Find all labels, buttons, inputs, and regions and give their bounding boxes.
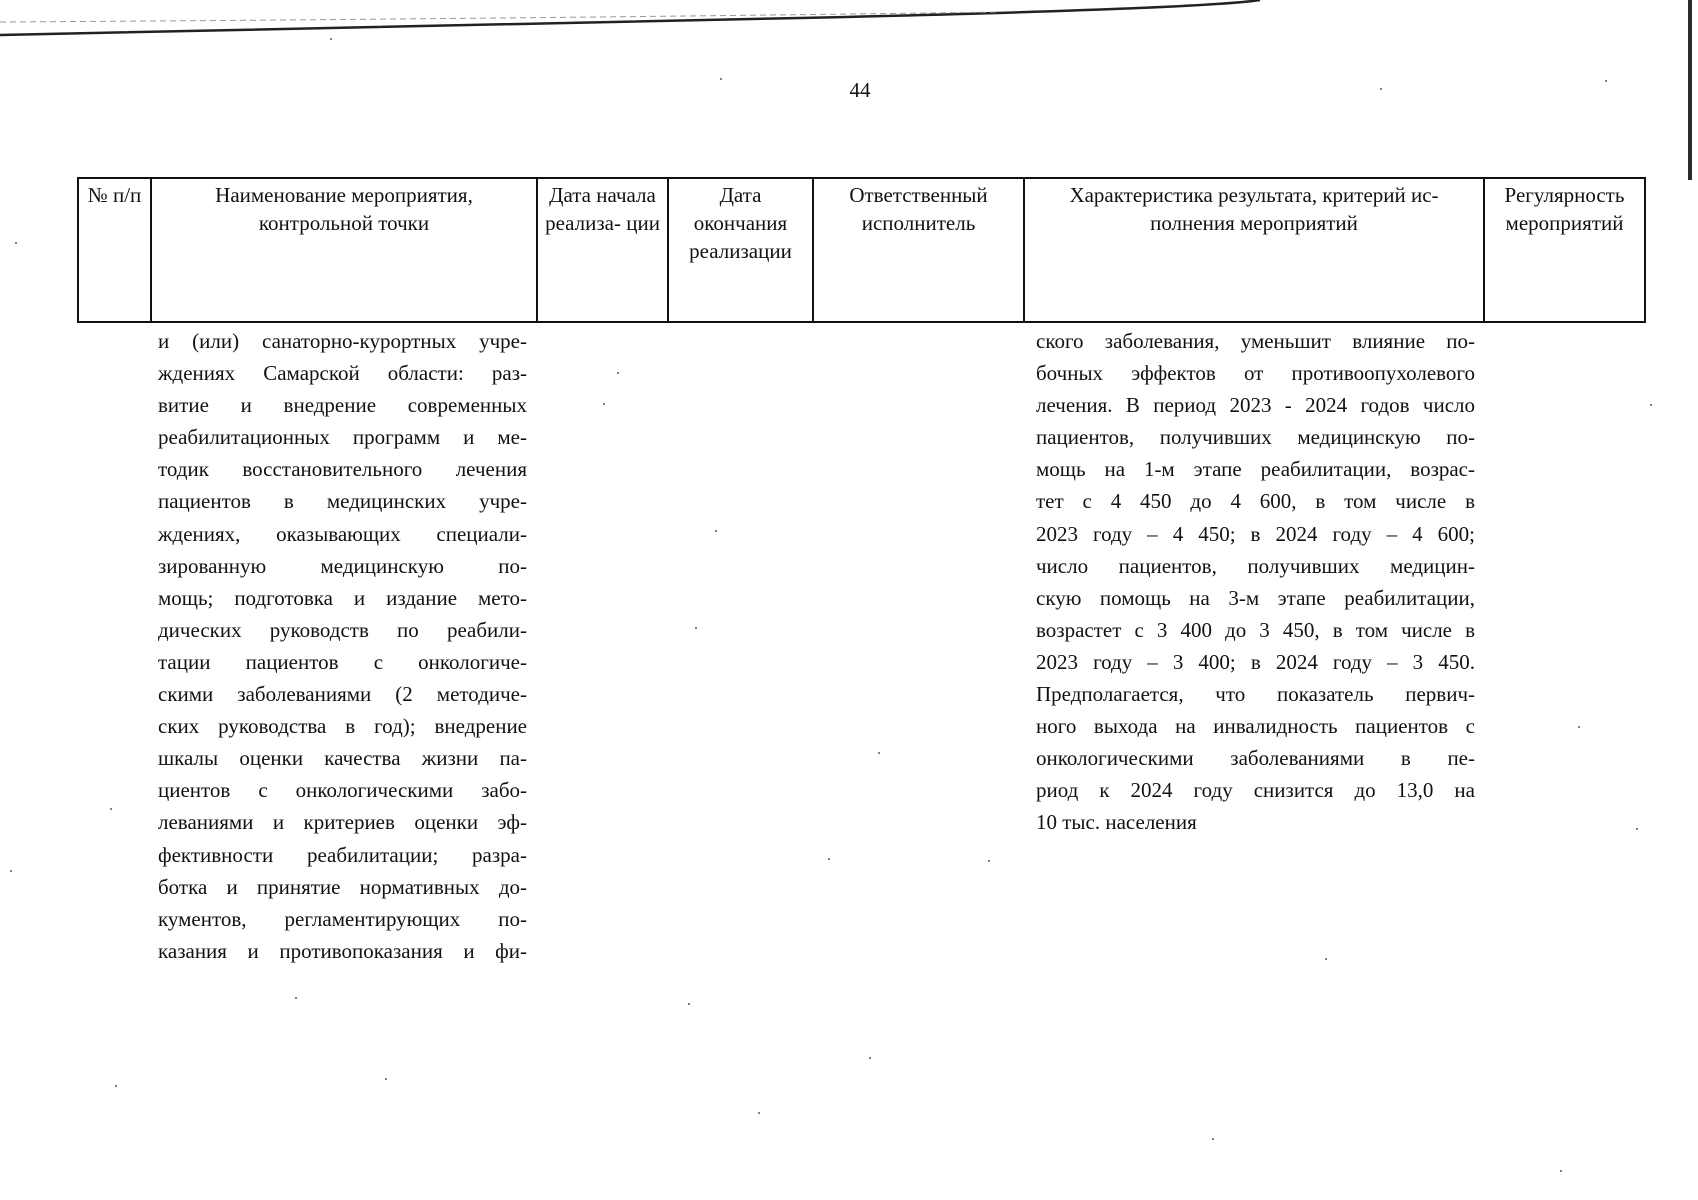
text-line: ского заболевания, уменьшит влияние по- <box>1036 329 1475 353</box>
text-line: витие и внедрение современных <box>158 393 527 418</box>
text-line: возрастет с 3 400 до 3 450, в том числе в <box>1036 617 1475 642</box>
text-line: ских руководства в год); внедрение <box>158 714 527 739</box>
scan-edge-artifact <box>0 0 1698 40</box>
scan-speck <box>1605 80 1607 82</box>
text-line: ждениях Самарской области: раз- <box>158 361 527 386</box>
column-header-start-date: Дата начала реализа- ции <box>537 178 668 322</box>
scan-speck <box>1636 828 1638 830</box>
scan-speck <box>688 1003 690 1005</box>
scan-speck <box>988 860 990 862</box>
text-line: онкологическими заболеваниями в пе- <box>1036 746 1475 771</box>
scan-speck <box>115 1085 117 1087</box>
scan-speck <box>715 530 717 532</box>
text-line: ного выхода на инвалидность пациентов с <box>1036 714 1475 739</box>
scan-speck <box>878 752 880 754</box>
scan-speck <box>1380 88 1382 90</box>
text-line: ботка и принятие нормативных до- <box>158 874 527 899</box>
text-line: 2023 году – 4 450; в 2024 году – 4 600; <box>1036 521 1475 546</box>
text-line: скими заболеваниями (2 методиче- <box>158 682 527 707</box>
scan-edge-artifact-right <box>1688 0 1692 180</box>
text-line: дических руководств по реабили- <box>158 617 527 642</box>
text-line: тет с 4 450 до 4 600, в том числе в <box>1036 489 1475 514</box>
scan-speck <box>1578 726 1580 728</box>
text-line: зированную медицинскую по- <box>158 553 527 578</box>
scan-speck <box>10 870 12 872</box>
scan-speck <box>695 627 697 629</box>
text-line: леваниями и критериев оценки эф- <box>158 810 527 835</box>
scan-speck <box>15 242 17 244</box>
text-line: казания и противопоказания и фи- <box>158 938 527 963</box>
activity-name-cell <box>158 325 527 967</box>
column-header-regularity: Регулярность мероприятий <box>1484 178 1645 322</box>
scan-speck <box>603 403 605 405</box>
text-line: Предполагается, что показатель первич- <box>1036 682 1475 707</box>
scan-speck <box>869 1057 871 1059</box>
text-line: фективности реабилитации; разра- <box>158 842 527 867</box>
scan-speck <box>295 997 297 999</box>
text-line: реабилитационных программ и ме- <box>158 425 527 450</box>
text-line: лечения. В период 2023 - 2024 годов число <box>1036 393 1475 418</box>
page-number: 44 <box>849 78 871 102</box>
text-line: 10 тыс. населения <box>1036 810 1197 835</box>
column-header-result: Характеристика результата, критерий ис- полнения мероприятий <box>1024 178 1484 322</box>
text-line: бочных эффектов от противоопухолевого <box>1036 361 1475 386</box>
text-line: риод к 2024 году снизится до 13,0 на <box>1036 778 1475 803</box>
scan-speck <box>1212 1138 1214 1140</box>
text-line: ждениях, оказывающих специали- <box>158 521 527 546</box>
text-line: тации пациентов с онкологиче- <box>158 649 527 674</box>
column-header-end-date: Дата окончания реализации <box>668 178 813 322</box>
scan-speck <box>1650 404 1652 406</box>
text-line: мощь; подготовка и издание мето- <box>158 585 527 610</box>
scan-speck <box>758 1112 760 1114</box>
text-line: циентов с онкологическими забо- <box>158 778 527 803</box>
result-description-cell <box>1036 325 1475 839</box>
text-line: мощь на 1-м этапе реабилитации, возрас- <box>1036 457 1475 482</box>
column-header-responsible: Ответственный исполнитель <box>813 178 1024 322</box>
scan-speck <box>1325 958 1327 960</box>
text-line: тодик восстановительного лечения <box>158 457 527 482</box>
scan-speck <box>720 78 722 80</box>
text-line: шкалы оценки качества жизни па- <box>158 746 527 771</box>
scan-speck <box>1560 1170 1562 1172</box>
text-line: скую помощь на 3-м этапе реабилитации, <box>1036 585 1475 610</box>
scan-speck <box>385 1078 387 1080</box>
table-header <box>77 177 1646 323</box>
scan-speck <box>330 38 332 40</box>
text-line: кументов, регламентирующих по- <box>158 906 527 931</box>
text-line: пациентов, получивших медицинскую по- <box>1036 425 1475 450</box>
scan-speck <box>828 858 830 860</box>
scan-speck <box>617 372 619 374</box>
column-header-name: Наименование мероприятия, контрольной точки <box>151 178 537 322</box>
column-header-number: № п/п <box>78 178 151 322</box>
text-line: пациентов в медицинских учре- <box>158 489 527 514</box>
scan-speck <box>110 808 112 810</box>
text-line: число пациентов, получивших медицин- <box>1036 553 1475 578</box>
text-line: и (или) санаторно-курортных учре- <box>158 329 527 353</box>
text-line: 2023 году – 3 400; в 2024 году – 3 450. <box>1036 649 1475 674</box>
